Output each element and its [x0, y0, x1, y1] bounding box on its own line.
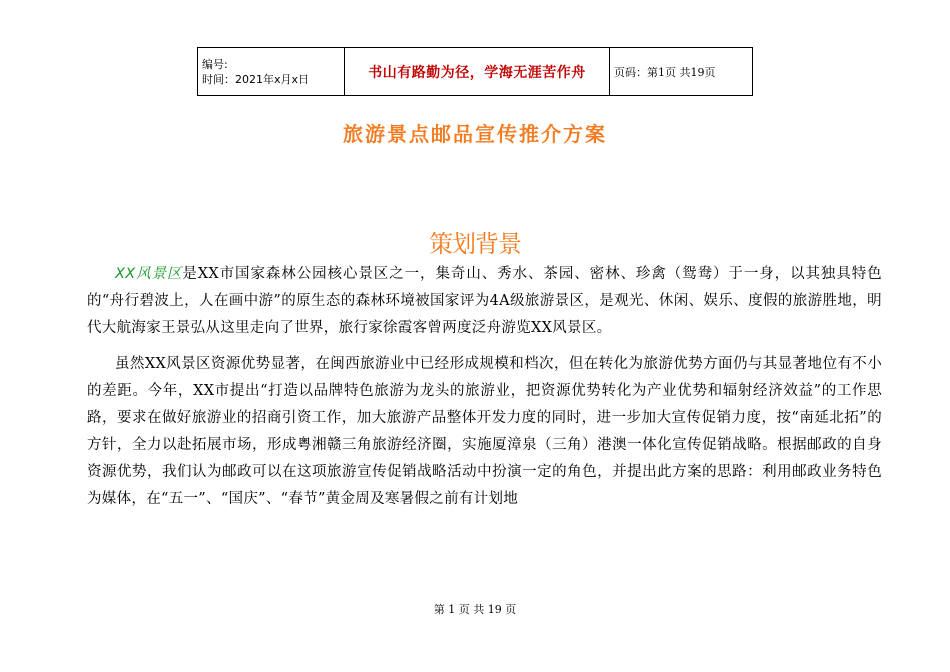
paragraph-1 — [87, 261, 882, 342]
document-title: 旅游景点邮品宣传推介方案 — [343, 122, 607, 146]
page-footer: 第 1 页 共 19 页 — [433, 603, 517, 616]
paragraph-1-text: 是XX市国家森林公园核心景区之一，集奇山、秀水、茶园、密林、珍禽（鸳鸯）于一身，以其独具特色的“舟行碧波上，人在画中游”的原生态的森林环境被国家评为4A级旅游景区，是观光、休闲、娱乐、度假的旅游胜地，明代大航海家王景弘从这里走向了世界，旅行家徐霞客曾两度泛舟游览XX风景区。 — [87, 266, 882, 336]
paragraph-2 — [87, 351, 882, 513]
paragraph-2-text: 虽然XX风景区资源优势显著，在闽西旅游业中已经形成规模和档次，但在转化为旅游优势方面仍与其显著地位有不小的差距。今年，XX市提出“打造以品牌特色旅游为龙头的旅游业，把资源优势转化为产业优势和辐射经济效益”的工作思路，要求在做好旅游业的招商引资工作，加大旅游产品整体开发力度的同时，进一步加大宣传促销力度，按“南延北拓”的方针，全力以赴拓展市场，形成粤湘赣三角旅游经济圈，实施厦漳泉（三角）港澳一体化宣传促销战略。根据邮政的自身资源优势，我们认为邮政可以在这项旅游宣传促销战略活动中扮演一定的角色，并提出此方案的思路：利用邮政业务特色为媒体，在“五一”、“国庆”、“春节”黄金周及寒暑假之前有计划地 — [87, 356, 882, 507]
section-heading: 策划背景 — [429, 230, 521, 258]
motto-text: 书山有路勤为径，学海无涯苦作舟 — [368, 64, 586, 81]
document-header — [197, 47, 753, 96]
page-label: 页码：第1页 共19页 — [614, 65, 716, 79]
header-page — [610, 48, 753, 96]
header-motto — [345, 48, 610, 96]
highlight-term: XX风景区 — [115, 266, 183, 282]
header-meta — [198, 48, 345, 96]
number-label: 编号: — [202, 57, 228, 71]
time-label: 时间：2021年x月x日 — [202, 72, 310, 86]
body-text — [87, 261, 882, 522]
